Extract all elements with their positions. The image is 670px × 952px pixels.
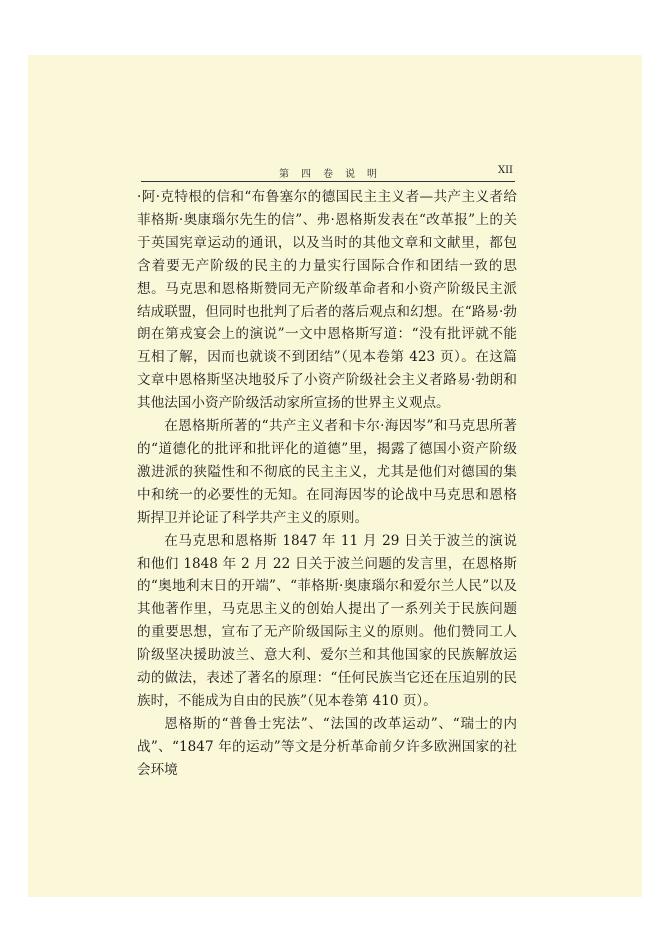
paragraph: 在恩格斯所著的“共产主义者和卡尔·海因岑”和马克思所著的“道德化的批评和批评化的道德”里，揭露了德国小资产阶级激进派的狭隘性和不彻底的民主主义，尤其是他们对德国的集中和统一的必要性的无知。在同海因岑的论战中马克思和恩格斯捍卫并论证了科学共产主义的原则。: [137, 418, 517, 526]
body-text: [137, 186, 517, 782]
header-rule: [141, 181, 515, 182]
page-number: XII: [497, 165, 513, 176]
paragraph: 在马克思和恩格斯 1847 年 11 月 29 日关于波兰的演说和他们 1848 年 2 月 22 日关于波兰问题的发言里，在恩格斯的“奥地利末日的开端”、“菲格斯·奥康瑙尔和爱尔兰人民”以及其他著作里，马克思主义的创始人提出了一系列关于民族问题的重要思想，宣布了无产阶级国际主义的原则。他们赞同工人阶级坚决援助波兰、意大利、爱尔兰和其他国家的民族解放运动的做法，表述了著名的原理：“任何民族当它还在压迫别的民族时，不能成为自由的民族”（见本卷第 410 页）。: [137, 532, 517, 709]
paragraph: ·阿·克特根的信和“布鲁塞尔的德国民主主义者—共产主义者给菲格斯·奥康瑙尔先生的信”、弗·恩格斯发表在“改革报”上的关于英国宪章运动的通讯，以及当时的其他文章和文献里，都包含着要无产阶级的民主的力量实行国际合作和团结一致的思想。马克思和恩格斯赞同无产阶级革命者和小资产阶级民主派结成联盟，但同时也批判了后者的落后观点和幻想。在“路易·勃朗在第戎宴会上的演说”一文中恩格斯写道：“没有批评就不能互相了解，因而也就谈不到团结”（见本卷第 423 页）。在这篇文章中恩格斯坚决地驳斥了小资产阶级社会主义者路易·勃朗和其他法国小资产阶级活动家所宣扬的世界主义观点。: [137, 189, 517, 412]
running-header: [141, 163, 515, 181]
paragraph: 恩格斯的“普鲁士宪法”、“法国的改革运动”、“瑞士的内战”、“1847 年的运动”等文是分析革命前夕许多欧洲国家的社会环境: [137, 715, 517, 778]
running-header-title: 第四卷说明: [279, 169, 389, 180]
